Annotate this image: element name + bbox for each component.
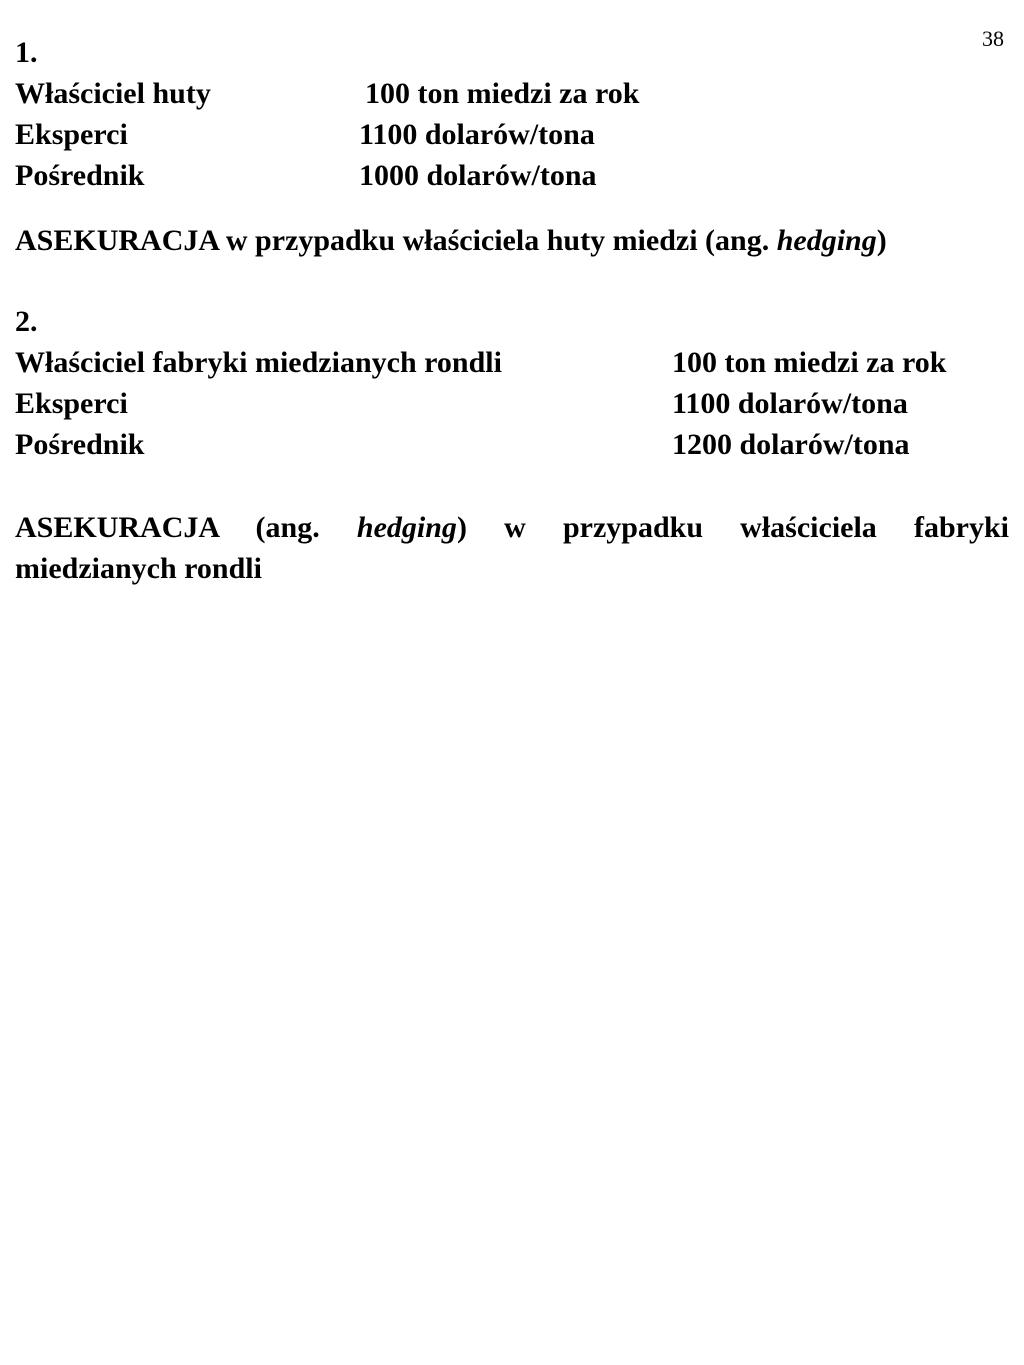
note-italic-term: hedging: [356, 511, 457, 544]
row-label: Pośrednik: [15, 159, 145, 192]
note-prefix: ASEKURACJA w przypadku właściciela huty miedzi (ang.: [15, 224, 777, 257]
note-italic-term: hedging: [776, 224, 877, 257]
row-value: 1200 dolarów/tona: [672, 428, 910, 461]
row-value: 100 ton miedzi za rok: [365, 77, 640, 110]
section-2-hedging-note: [15, 508, 1009, 548]
note-line1-prefix: ASEKURACJA (ang.: [15, 511, 357, 544]
row-label: Eksperci: [15, 387, 128, 420]
row-value: 1100 dolarów/tona: [359, 118, 595, 151]
note-line1-suffix: ) w przypadku właściciela fabryki: [456, 511, 1009, 544]
row-value: 100 ton miedzi za rok: [672, 346, 947, 379]
row-label: Eksperci: [15, 118, 128, 151]
note-suffix: ): [876, 224, 887, 257]
row-value: 1100 dolarów/tona: [672, 387, 908, 420]
section-2-hedging-note-line2: miedzianych rondli: [15, 552, 262, 585]
row-value: 1000 dolarów/tona: [359, 159, 597, 192]
row-label: Pośrednik: [15, 428, 145, 461]
row-label: Właściciel fabryki miedzianych rondli: [15, 346, 502, 379]
section-1-number: 1.: [15, 36, 38, 69]
section-1-hedging-note: [15, 224, 887, 258]
page-number: 38: [982, 26, 1004, 51]
section-2-number: 2.: [15, 305, 38, 338]
row-label: Właściciel huty: [15, 77, 211, 110]
